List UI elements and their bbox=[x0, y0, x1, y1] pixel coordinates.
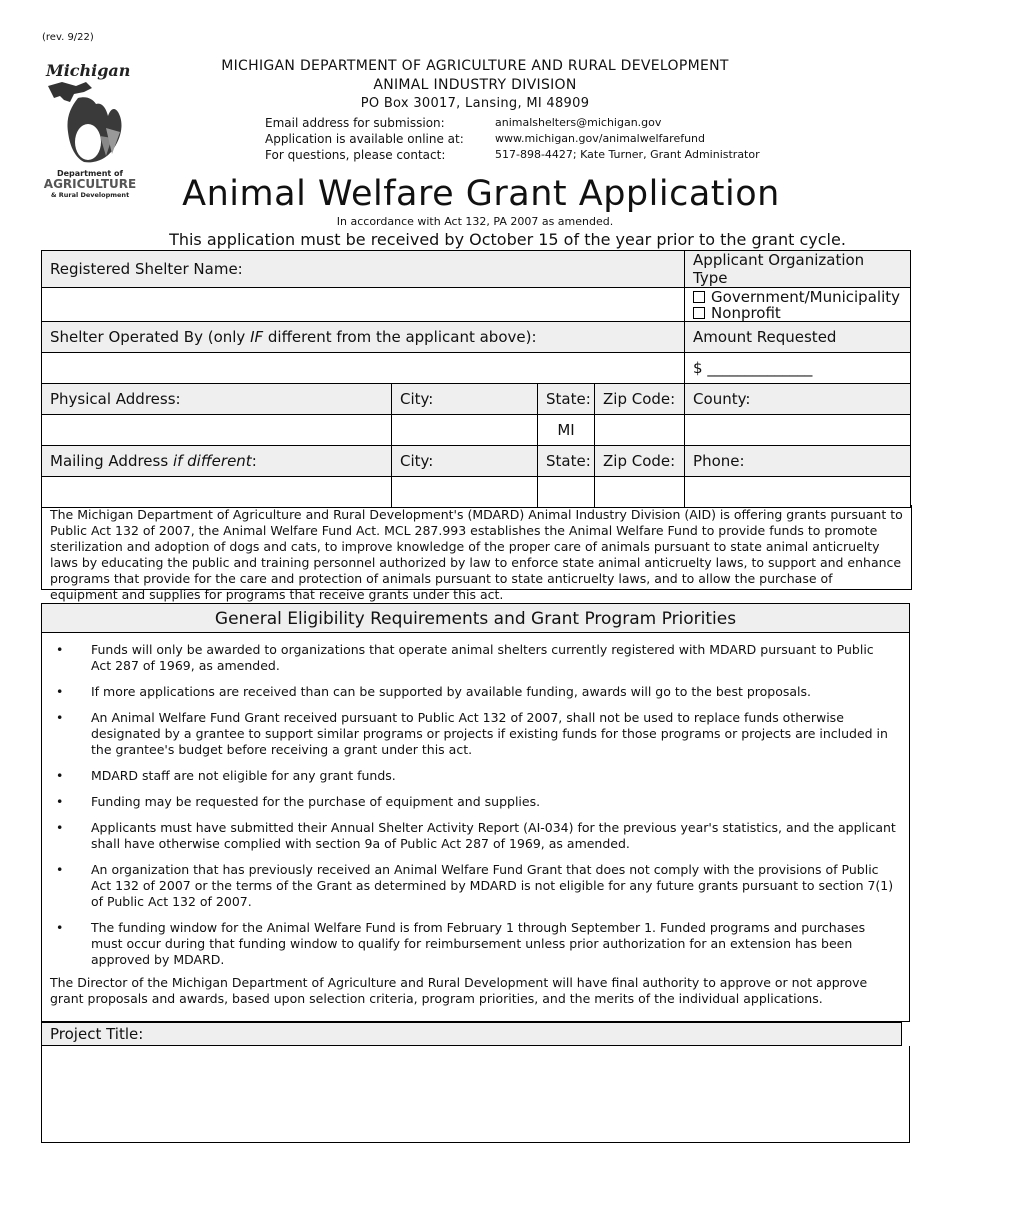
list-item: • An organization that has previously received an Animal Welfare Fund Grant that does not comply with the provisions of Public Act 132 of 2007 or the terms of the Grant as determined by MDARD is not eligible for any future grants pursuant to section 7(1) of Public Act 132 of 2007. bbox=[56, 862, 894, 909]
closing-statement: The Director of the Michigan Department of Agriculture and Rural Development will have final authority to approve or not approve grant proposals and awards, based upon selection criteria, program priorities, and the merits of the individual applications. bbox=[50, 975, 868, 1006]
shelter-name-label: Registered Shelter Name: bbox=[42, 251, 685, 288]
department-name: MICHIGAN DEPARTMENT OF AGRICULTURE AND RURAL DEVELOPMENT bbox=[221, 58, 729, 74]
list-item: • Applicants must have submitted their Annual Shelter Activity Report (AI-034) for the previous year's statistics, and the applicant shall have otherwise complied with section 9a of Public Act 287 of 1969, as amended. bbox=[56, 820, 896, 851]
phone-input[interactable] bbox=[685, 477, 911, 508]
amount-requested-label: Amount Requested bbox=[685, 322, 911, 353]
contact-phone: 517-898-4427; Kate Turner, Grant Administrator bbox=[495, 148, 760, 161]
org-type-options bbox=[685, 288, 911, 322]
mailing-city-label: City: bbox=[392, 446, 538, 477]
page-title: Animal Welfare Grant Application bbox=[182, 174, 780, 214]
list-item: • MDARD staff are not eligible for any grant funds. bbox=[56, 768, 396, 783]
contact-label-email: Email address for submission: bbox=[265, 116, 445, 130]
logo-line1: Department of bbox=[56, 169, 124, 178]
org-type-option-government[interactable]: Government/Municipality bbox=[693, 289, 902, 305]
city-input[interactable] bbox=[392, 415, 538, 446]
logo-line2: AGRICULTURE bbox=[43, 177, 137, 191]
physical-address-input[interactable] bbox=[42, 415, 392, 446]
operated-by-input[interactable] bbox=[42, 353, 685, 384]
org-type-label: Applicant Organization Type bbox=[685, 251, 911, 288]
shelter-name-input[interactable] bbox=[42, 288, 685, 322]
mailing-address: PO Box 30017, Lansing, MI 48909 bbox=[360, 96, 590, 111]
project-title-input[interactable] bbox=[41, 1046, 910, 1143]
amount-requested-input[interactable]: $ ______________ bbox=[685, 353, 911, 384]
list-item: • An Animal Welfare Fund Grant received pursuant to Public Act 132 of 2007, shall not be used to replace funds otherwise designated by a grantee to support similar programs or projects if existing funds for those programs or projects are included in the grantee's budget before receiving a grant under this act. bbox=[56, 710, 888, 757]
deadline-notice: This application must be received by October 15 of the year prior to the grant cycle. bbox=[169, 230, 846, 249]
state-label: State: bbox=[538, 384, 595, 415]
county-label: County: bbox=[685, 384, 911, 415]
eligibility-section bbox=[41, 632, 910, 1022]
zip-input[interactable] bbox=[595, 415, 685, 446]
physical-address-label: Physical Address: bbox=[42, 384, 392, 415]
logo-line3: & Rural Development bbox=[50, 191, 130, 199]
mailing-address-input[interactable] bbox=[42, 477, 392, 508]
project-title-label: Project Title: bbox=[41, 1022, 902, 1046]
mailing-zip-input[interactable] bbox=[595, 477, 685, 508]
list-item: • Funds will only be awarded to organizations that operate animal shelters currently registered with MDARD pursuant to Public Act 287 of 1969, as amended. bbox=[56, 642, 874, 673]
operated-by-label: Shelter Operated By (only IF different from the applicant above): bbox=[42, 322, 685, 353]
contact-email[interactable]: animalshelters@michigan.gov bbox=[495, 116, 662, 129]
contact-block bbox=[265, 115, 760, 163]
requirements-list bbox=[42, 642, 909, 968]
phone-label: Phone: bbox=[685, 446, 911, 477]
org-type-option-nonprofit[interactable]: Nonprofit bbox=[693, 305, 902, 321]
program-intro: The Michigan Department of Agriculture and Rural Development's (MDARD) Animal Industry Division (AID) is offering grants pursuant to Public Act 132 of 2007, the Animal Welfare Fund Act. MCL 287.993 establishes the Animal Welfare Fund to provide funds to promote sterilization and adoption of dogs and cats, to improve knowledge of the proper care of animals pursuant to state animal anticruelty laws by educating the public and training personnel authorized by law to enforce state animal anticruelty laws, to support and enhance programs that provide for the care and protection of animals pursuant to state anticruelty laws, and to allow the purchase of equipment and supplies for programs that receive grants under this act. bbox=[41, 505, 912, 590]
division-name: ANIMAL INDUSTRY DIVISION bbox=[373, 77, 577, 93]
checkbox-government[interactable] bbox=[693, 291, 705, 303]
zip-label: Zip Code: bbox=[595, 384, 685, 415]
checkbox-nonprofit[interactable] bbox=[693, 307, 705, 319]
mailing-zip-label: Zip Code: bbox=[595, 446, 685, 477]
mailing-city-input[interactable] bbox=[392, 477, 538, 508]
applicant-form bbox=[41, 250, 911, 508]
list-item: • The funding window for the Animal Welfare Fund is from February 1 through September 1. Funded programs and purchases must occur during that funding window to qualify for reimbursement unless prior authorization for an extension has been approved by MDARD. bbox=[56, 920, 866, 967]
county-input[interactable] bbox=[685, 415, 911, 446]
mailing-address-label: Mailing Address if different: bbox=[42, 446, 392, 477]
city-label: City: bbox=[392, 384, 538, 415]
act-subtitle: In accordance with Act 132, PA 2007 as amended. bbox=[336, 215, 614, 228]
mailing-state-label: State: bbox=[538, 446, 595, 477]
section-title: General Eligibility Requirements and Grant Program Priorities bbox=[41, 603, 910, 633]
contact-website[interactable]: www.michigan.gov/animalwelfarefund bbox=[495, 132, 706, 145]
contact-label-questions: For questions, please contact: bbox=[265, 148, 446, 162]
state-input[interactable]: MI bbox=[538, 415, 595, 446]
mailing-state-input[interactable] bbox=[538, 477, 595, 508]
list-item: • If more applications are received than can be supported by available funding, awards will go to the best proposals. bbox=[56, 684, 812, 699]
contact-label-online: Application is available online at: bbox=[265, 132, 464, 146]
revision-label: (rev. 9/22) bbox=[42, 32, 94, 43]
list-item: • Funding may be requested for the purchase of equipment and supplies. bbox=[56, 794, 541, 809]
logo-wordmark: Michigan bbox=[46, 61, 131, 80]
